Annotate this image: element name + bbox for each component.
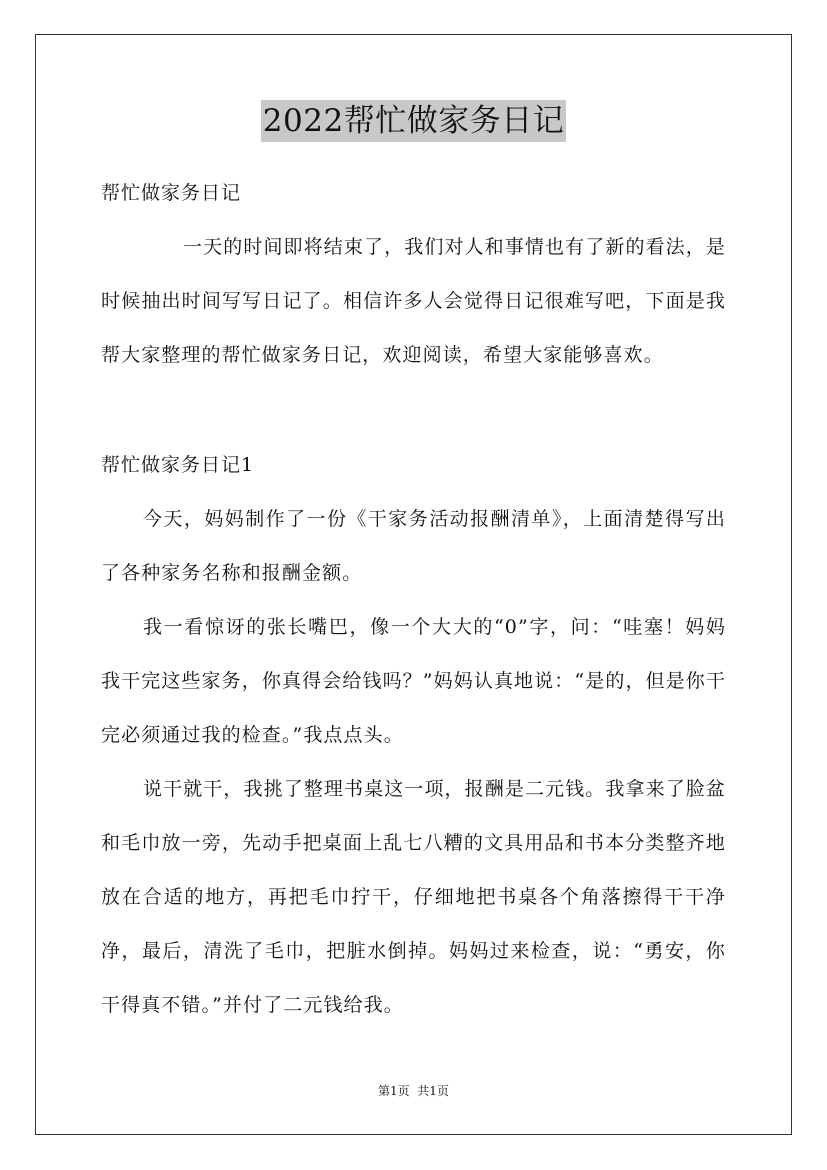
body-paragraph-1: 今天，妈妈制作了一份《干家务活动报酬清单》，上面清楚得写出了各种家务名称和报酬金额。 bbox=[101, 508, 726, 584]
entry-heading: 帮忙做家务日记1 bbox=[101, 454, 255, 476]
body-paragraph-3: 说干就干，我挑了整理书桌这一项，报酬是二元钱。我拿来了脸盆和毛巾放一旁，先动手把桌面上乱七八糟的文具用品和书本分类整齐地放在合适的地方，再把毛巾拧干，仔细地把书桌各个角落擦得干干净净，最后，清洗了毛巾，把脏水倒掉。妈妈过来检查，说：“勇安，你干得真不错。”并付了二元钱给我。 bbox=[101, 778, 726, 1016]
title-container bbox=[0, 100, 827, 142]
intro-paragraph: 一天的时间即将结束了，我们对人和事情也有了新的看法，是时候抽出时间写写日记了。相信许多人会觉得日记很难写吧，下面是我帮大家整理的帮忙做家务日记，欢迎阅读，希望大家能够喜欢。 bbox=[101, 236, 726, 366]
subtitle-heading: 帮忙做家务日记 bbox=[101, 182, 242, 204]
page-footer: 第1页 共1页 bbox=[378, 1084, 449, 1098]
body-paragraph-2: 我一看惊讶的张长嘴巴，像一个大大的“0”字，问：“哇塞！妈妈我干完这些家务，你真得会给钱吗？”妈妈认真地说：“是的，但是你干完必须通过我的检查。”我点点头。 bbox=[101, 616, 726, 746]
document-title: 2022帮忙做家务日记 bbox=[261, 100, 566, 142]
